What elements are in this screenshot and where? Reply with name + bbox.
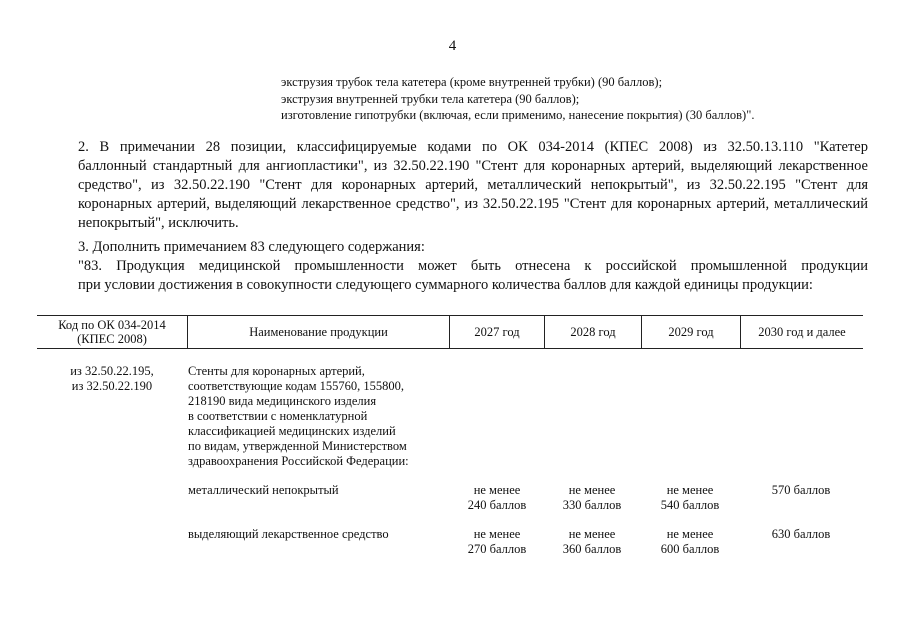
- row-2030: 630 баллов: [771, 527, 831, 541]
- quoted-line: изготовление гипотрубки (включая, если применимо, нанесение покрытия) (30 баллов)".: [281, 108, 755, 122]
- row-name: металлический непокрытый: [188, 483, 339, 497]
- description-line: соответствующие кодам 155760, 155800,: [188, 379, 405, 393]
- row-2029: [645, 527, 735, 557]
- paragraph-line: средство", из 32.50.22.190 "Стент для коронарных артерий, металлический непокрытый", из 32.50.22.195 "Стент для: [78, 177, 868, 193]
- description-line: здравоохранения Российской Федерации:: [188, 454, 409, 468]
- quoted-line: экструзия трубок тела катетера (кроме внутренней трубки) (90 баллов);: [281, 75, 663, 89]
- header-code-line: (КПЕС 2008): [77, 332, 147, 346]
- paragraph-line: баллонный стандартный для ангиопластики", из 32.50.22.190 "Стент для коронарных артерий, выделяющий лекарственное: [78, 158, 868, 174]
- header-2027: 2027 год: [474, 325, 520, 339]
- paragraph-line: 2. В примечании 28 позиции, классифицируемые кодами по ОК 034-2014 (КПЕС 2008) из 32.50.13.110 "Катетер: [78, 139, 868, 155]
- header-name: Наименование продукции: [249, 325, 388, 339]
- paragraph-line: непокрытый", исключить.: [78, 215, 239, 231]
- paragraph-line: "83. Продукция медицинской промышленности может быть отнесена к российской промышленной продукции: [78, 258, 868, 274]
- cell-line: не менее: [666, 483, 714, 497]
- row-2030: 570 баллов: [771, 483, 831, 497]
- cell-line: 240 баллов: [467, 498, 527, 512]
- header-code: [37, 316, 187, 348]
- paragraph-4: [78, 257, 868, 295]
- description-line: классификацией медицинских изделий: [188, 424, 396, 438]
- code-cell: [37, 364, 187, 394]
- description-cell: [188, 364, 448, 469]
- paragraph-3: [78, 238, 868, 257]
- cell-line: не менее: [568, 483, 616, 497]
- cell-line: 540 баллов: [660, 498, 720, 512]
- row-2028: [547, 483, 637, 513]
- header-2028: 2028 год: [570, 325, 616, 339]
- cell-line: 600 баллов: [660, 542, 720, 556]
- header-2030: 2030 год и далее: [758, 325, 846, 339]
- cell-line: не менее: [568, 527, 616, 541]
- cell-line: 360 баллов: [562, 542, 622, 556]
- cell-line: не менее: [666, 527, 714, 541]
- cell-line: 330 баллов: [562, 498, 622, 512]
- description-line: в соответствии с номенклатурной: [188, 409, 368, 423]
- row-2029: [645, 483, 735, 513]
- header-2029: 2029 год: [668, 325, 714, 339]
- quoted-line: экструзия внутренней трубки тела катетера (90 баллов);: [281, 91, 580, 106]
- description-line: 218190 вида медицинского изделия: [188, 394, 377, 408]
- row-2027: [452, 483, 542, 513]
- cell-line: не менее: [473, 527, 521, 541]
- description-line: Стенты для коронарных артерий,: [188, 364, 365, 378]
- code-line: из 32.50.22.190: [71, 379, 153, 393]
- row-2028: [547, 527, 637, 557]
- description-line: по видам, утвержденной Министерством: [188, 439, 407, 453]
- header-code-line: Код по ОК 034-2014: [58, 318, 166, 332]
- paragraph-line: при условии достижения в совокупности следующего суммарного количества баллов для каждой единицы продукции:: [78, 277, 813, 293]
- page-number: 4: [448, 38, 457, 54]
- cell-line: 270 баллов: [467, 542, 527, 556]
- paragraph-2: [78, 138, 868, 233]
- row-2027: [452, 527, 542, 557]
- code-line: из 32.50.22.195,: [70, 364, 154, 378]
- paragraph-line: коронарных артерий, выделяющий лекарственное средство", из 32.50.22.195 "Стент для коронарных артерий, металлический: [78, 196, 868, 212]
- paragraph-line: 3. Дополнить примечанием 83 следующего содержания:: [78, 239, 425, 255]
- cell-line: не менее: [473, 483, 521, 497]
- quoted-list: [281, 74, 754, 124]
- row-name: выделяющий лекарственное средство: [188, 527, 389, 541]
